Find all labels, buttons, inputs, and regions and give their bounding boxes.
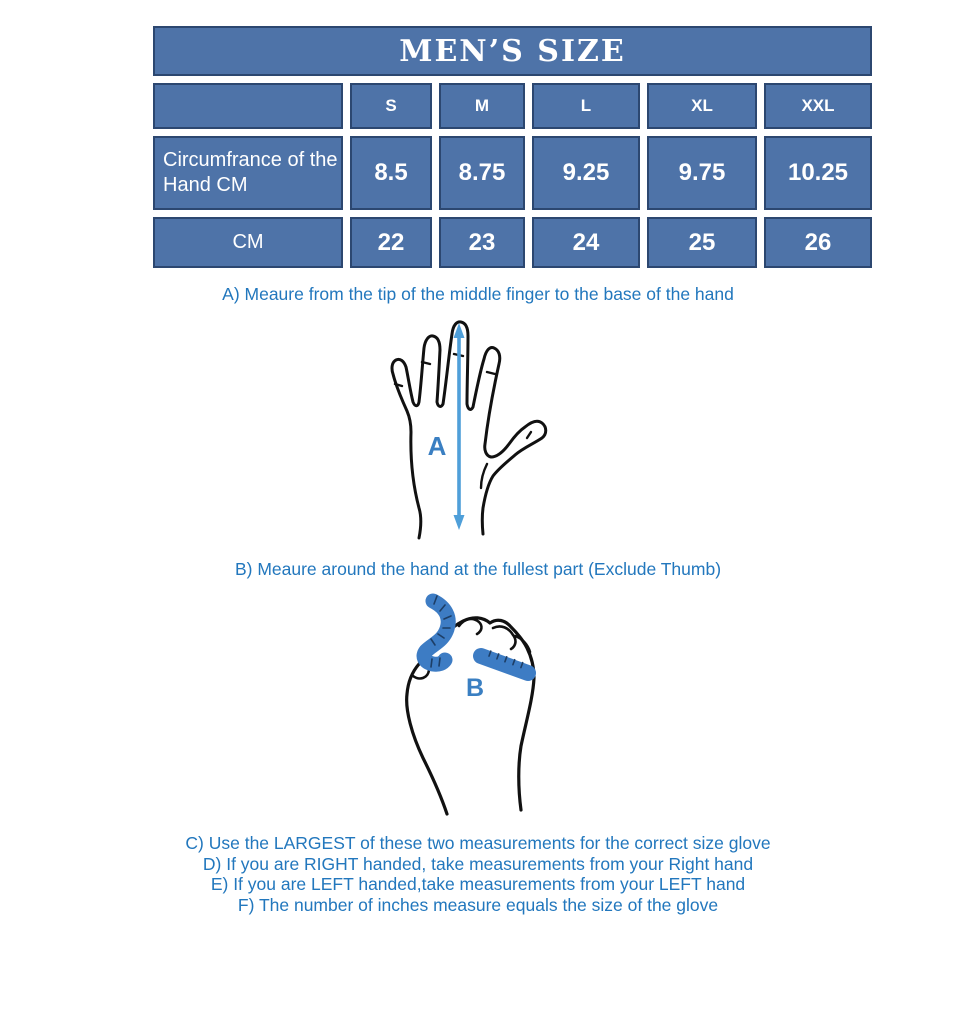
circumference-value-m: 8.75 — [439, 136, 525, 210]
circumference-value-xxl: 10.25 — [764, 136, 872, 210]
open-hand-measure-illustration — [375, 314, 555, 547]
table-corner-cell — [153, 83, 343, 129]
size-header-xxl: XXL — [764, 83, 872, 129]
hand-b-label: B — [465, 674, 485, 702]
circumference-value-s: 8.5 — [350, 136, 432, 210]
row-label-circumference: Circumfrance of the Hand CM — [153, 136, 343, 210]
cm-value-s: 22 — [350, 217, 432, 268]
row-label-cm: CM — [153, 217, 343, 268]
instruction-f: F) The number of inches measure equals the size of the glove — [237, 894, 719, 915]
size-header-s: S — [350, 83, 432, 129]
mens-size-table — [153, 26, 872, 268]
circumference-value-l: 9.25 — [532, 136, 640, 210]
circumference-value-xl: 9.75 — [647, 136, 757, 210]
instruction-d: D) If you are RIGHT handed, take measurements from your Right hand — [202, 853, 754, 874]
hand-outline — [392, 322, 546, 538]
cm-value-l: 24 — [532, 217, 640, 268]
instruction-c: C) Use the LARGEST of these two measurements for the correct size glove — [185, 833, 771, 853]
instructions-c-to-f — [0, 833, 956, 915]
instruction-a: A) Meaure from the tip of the middle finger to the base of the hand — [222, 284, 734, 304]
instruction-e: E) If you are LEFT handed,take measurements from your LEFT hand — [210, 874, 746, 895]
cm-value-m: 23 — [439, 217, 525, 268]
cm-value-xl: 25 — [647, 217, 757, 268]
cm-value-xxl: 26 — [764, 217, 872, 268]
instruction-b: B) Meaure around the hand at the fullest part (Exclude Thumb) — [234, 559, 722, 579]
table-title: MEN’S SIZE — [153, 26, 872, 76]
hand-a-label: A — [427, 431, 447, 461]
fist-tape-measure-illustration — [393, 588, 558, 828]
size-header-xl: XL — [647, 83, 757, 129]
size-header-l: L — [532, 83, 640, 129]
size-header-m: M — [439, 83, 525, 129]
